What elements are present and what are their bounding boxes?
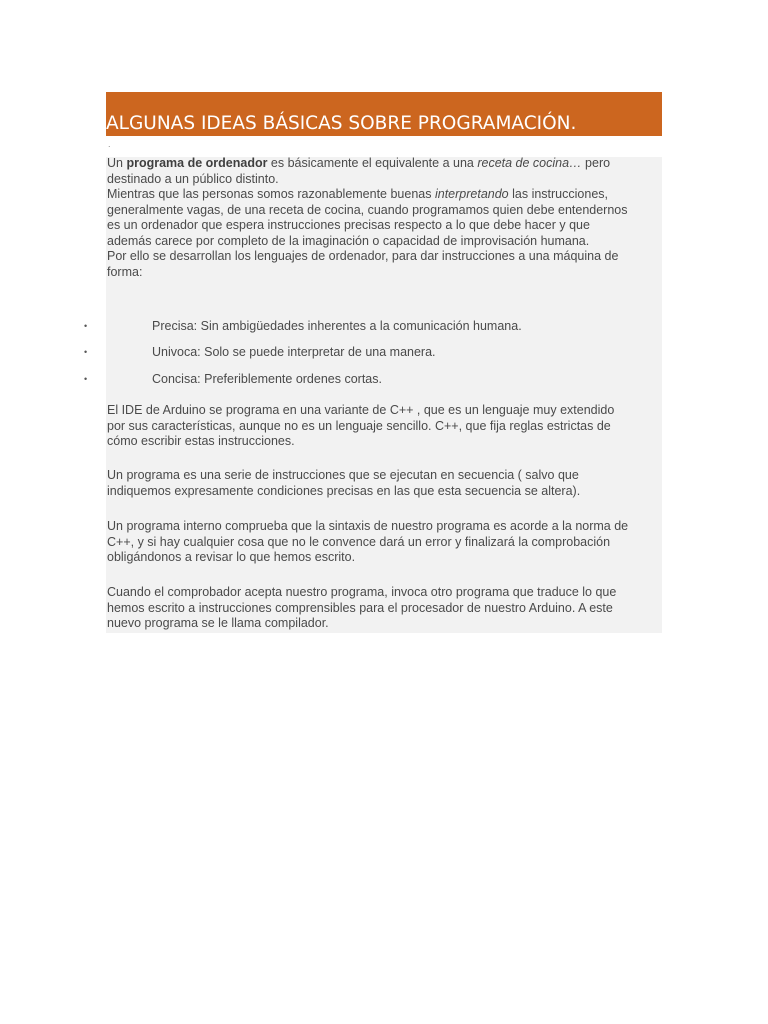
paragraph-syntax-check (107, 519, 667, 566)
bullet-icon: • (84, 347, 88, 357)
text-run: es básicamente el equivalente a una (267, 156, 478, 170)
paragraph-line: Un programa es una serie de instrucciones que se ejecutan en secuencia ( salvo que (107, 468, 579, 482)
intro-line (107, 156, 667, 172)
paragraph-line: C++, y si hay cualquier cosa que no le convence dará un error y finalizará la comprobación (107, 534, 611, 549)
bullet-icon: • (84, 321, 88, 331)
intro-line: generalmente vagas, de una receta de cocina, cuando programamos quien debe entendernos (107, 202, 628, 217)
paragraph-line: por sus características, aunque no es un lenguaje sencillo. C++, que fija reglas estrictas de (107, 418, 611, 433)
list-item-text: Concisa: Preferiblemente ordenes cortas. (152, 372, 382, 386)
paragraph-line: hemos escrito a instrucciones comprensibles para el procesador de nuestro Arduino. A este (107, 600, 613, 615)
paragraph-line: indiquemos expresamente condiciones precisas en las que esta secuencia se altera). (107, 483, 581, 498)
paragraph-sequence (107, 468, 667, 499)
paragraph-line: Un programa interno comprueba que la sintaxis de nuestro programa es acorde a la norma de (107, 519, 629, 533)
intro-line: destinado a un público distinto. (107, 171, 279, 186)
page-title: ALGUNAS IDEAS BÁSICAS SOBRE PROGRAMACIÓN. (106, 113, 577, 134)
title-bar (106, 92, 662, 136)
italic-term: receta de cocina… (477, 156, 582, 170)
list-item-text: Precisa: Sin ambigüedades inherentes a la comunicación humana. (152, 319, 522, 333)
intro-paragraph (107, 156, 667, 280)
paragraph-line: obligándonos a revisar lo que hemos escrito. (107, 550, 356, 564)
paragraph-line: cómo escribir estas instrucciones. (107, 434, 295, 448)
paragraph-compiler (107, 585, 667, 632)
bold-term: programa de ordenador (126, 156, 268, 170)
intro-line: forma: (107, 264, 143, 279)
intro-line: además carece por completo de la imaginación o capacidad de improvisación humana. (107, 233, 590, 248)
intro-line: Por ello se desarrollan los lenguajes de ordenador, para dar instrucciones a una máquina de (107, 249, 619, 263)
paragraph-line: nuevo programa se le llama compilador. (107, 616, 329, 630)
list-item-text: Univoca: Solo se puede interpretar de una manera. (152, 345, 436, 359)
text-run: pero (581, 156, 611, 170)
text-run: Mientras que las personas somos razonablemente buenas (107, 187, 435, 201)
stray-mark: . (108, 139, 111, 149)
text-run: Un (107, 156, 127, 170)
paragraph-line: El IDE de Arduino se programa en una variante de C++ , que es un lenguaje muy extendido (107, 403, 615, 417)
paragraph-arduino-ide (107, 403, 667, 450)
text-run: las instrucciones, (508, 187, 608, 201)
intro-line: es un ordenador que espera instrucciones precisas respecto a lo que debe hacer y que (107, 218, 590, 232)
intro-line (107, 187, 667, 203)
paragraph-line: Cuando el comprobador acepta nuestro programa, invoca otro programa que traduce lo que (107, 585, 617, 599)
italic-term: interpretando (434, 187, 509, 201)
bullet-icon: • (84, 374, 88, 384)
